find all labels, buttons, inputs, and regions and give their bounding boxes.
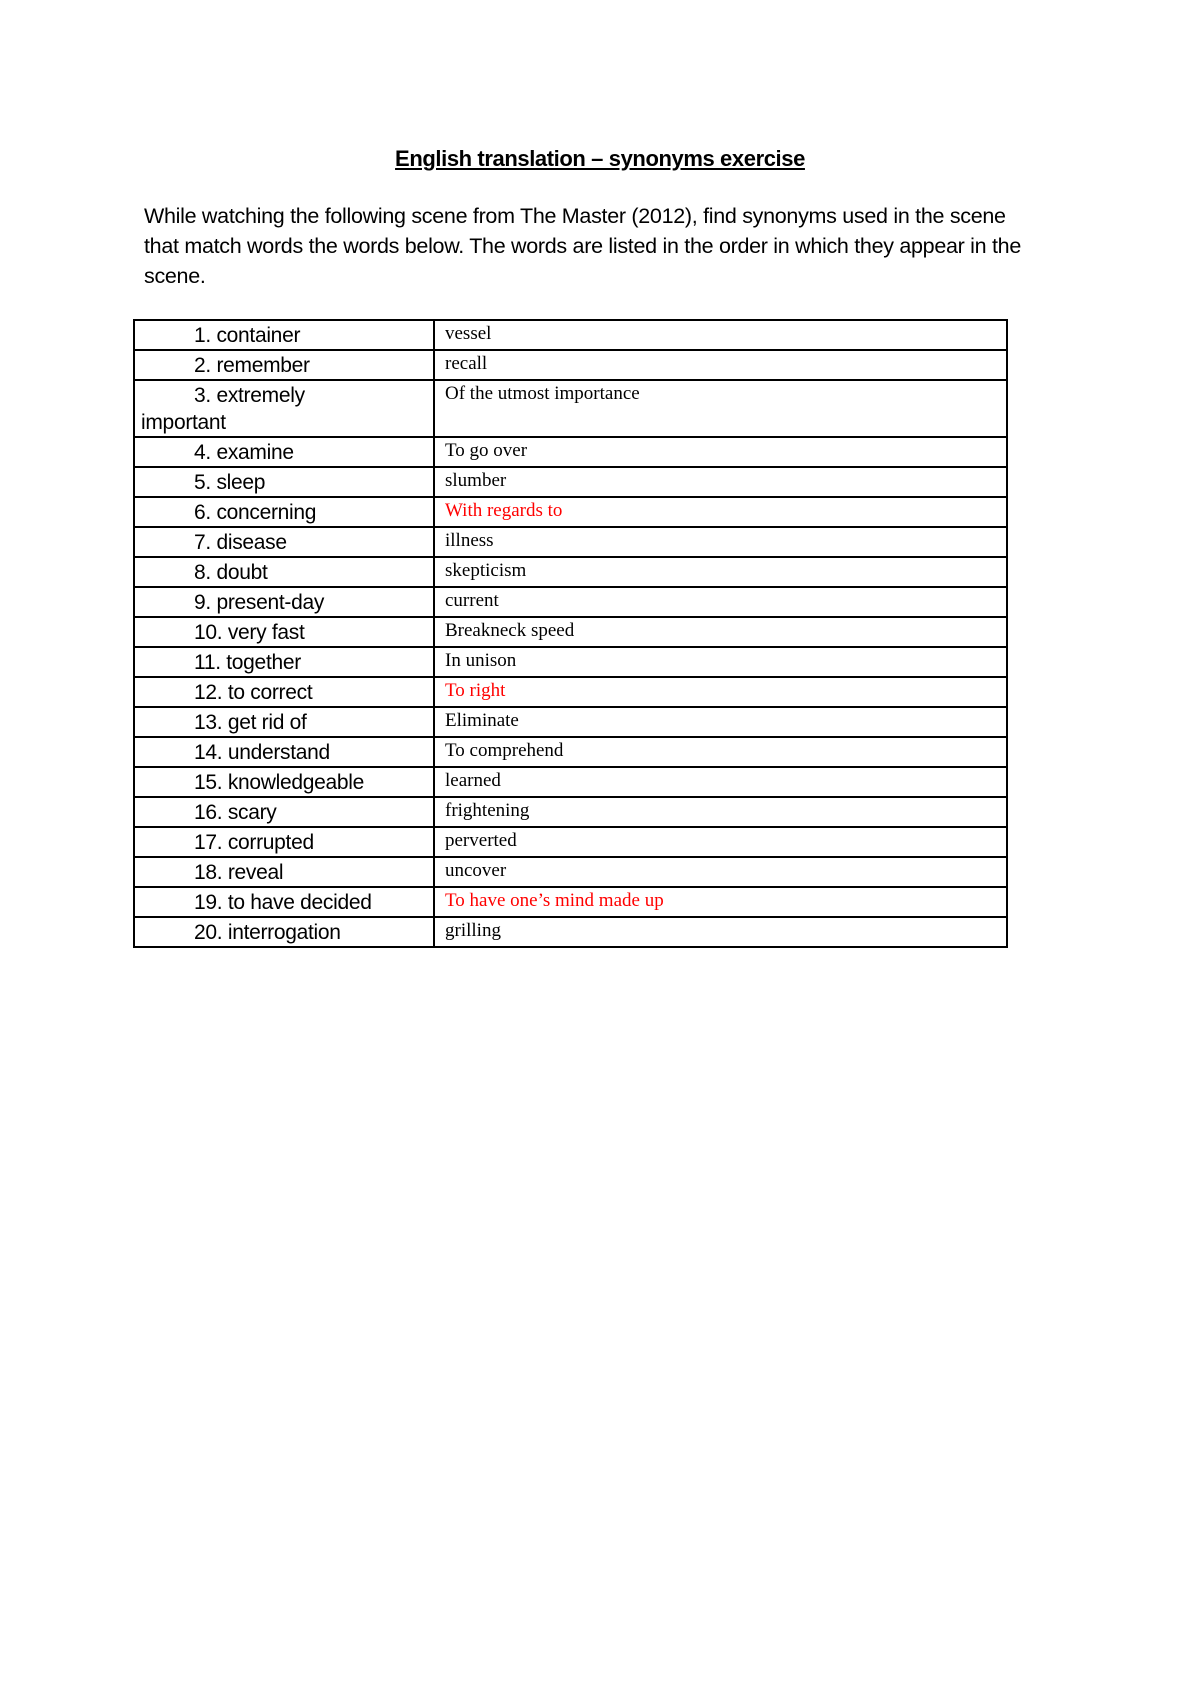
synonym-cell bbox=[434, 557, 1007, 587]
table-row bbox=[134, 797, 1007, 827]
synonym-cell bbox=[434, 707, 1007, 737]
synonym-cell bbox=[434, 827, 1007, 857]
synonym-text: uncover bbox=[445, 860, 507, 881]
word-text: 16. scary bbox=[194, 801, 277, 824]
table-row bbox=[134, 437, 1007, 467]
synonym-cell bbox=[434, 617, 1007, 647]
word-cell-content bbox=[135, 528, 433, 556]
table-row bbox=[134, 707, 1007, 737]
synonym-text: Breakneck speed bbox=[445, 620, 575, 641]
table-row bbox=[134, 497, 1007, 527]
word-cell-content bbox=[135, 618, 433, 646]
word-text: 11. together bbox=[194, 651, 301, 674]
word-text: 18. reveal bbox=[194, 861, 284, 884]
word-text: 7. disease bbox=[194, 531, 287, 554]
synonym-text: To go over bbox=[445, 440, 528, 461]
word-cell bbox=[134, 767, 434, 797]
word-text: 13. get rid of bbox=[194, 711, 307, 734]
word-cell bbox=[134, 887, 434, 917]
synonyms-table-body bbox=[134, 320, 1007, 947]
synonym-text: recall bbox=[445, 353, 488, 374]
word-cell-content bbox=[135, 858, 433, 886]
word-cell bbox=[134, 797, 434, 827]
synonym-cell bbox=[434, 320, 1007, 350]
word-cell bbox=[134, 617, 434, 647]
table-row bbox=[134, 887, 1007, 917]
word-cell bbox=[134, 827, 434, 857]
table-row bbox=[134, 320, 1007, 350]
word-cell bbox=[134, 320, 434, 350]
synonym-cell bbox=[434, 437, 1007, 467]
table-row bbox=[134, 737, 1007, 767]
synonym-cell bbox=[434, 527, 1007, 557]
word-cell-content bbox=[135, 798, 433, 826]
table-row bbox=[134, 350, 1007, 380]
synonym-cell bbox=[434, 677, 1007, 707]
word-text: 17. corrupted bbox=[194, 831, 314, 854]
synonym-text: grilling bbox=[445, 920, 501, 941]
word-cell-content bbox=[135, 351, 433, 379]
table-row bbox=[134, 857, 1007, 887]
word-cell-content bbox=[135, 708, 433, 736]
word-text: 20. interrogation bbox=[194, 921, 341, 944]
word-cell-content bbox=[135, 888, 433, 916]
word-cell bbox=[134, 527, 434, 557]
synonym-cell bbox=[434, 350, 1007, 380]
word-text: 2. remember bbox=[194, 354, 310, 377]
word-cell bbox=[134, 677, 434, 707]
synonym-cell bbox=[434, 917, 1007, 947]
word-cell-content bbox=[135, 498, 433, 526]
synonyms-table bbox=[133, 319, 1008, 948]
table-row bbox=[134, 677, 1007, 707]
word-cell-content bbox=[135, 588, 433, 616]
word-cell bbox=[134, 647, 434, 677]
synonym-text: With regards to bbox=[445, 500, 563, 521]
word-cell bbox=[134, 737, 434, 767]
word-cell-content bbox=[135, 768, 433, 796]
table-row bbox=[134, 917, 1007, 947]
table-row bbox=[134, 827, 1007, 857]
word-text: 14. understand bbox=[194, 741, 330, 764]
word-cell-content bbox=[135, 321, 433, 349]
word-cell bbox=[134, 587, 434, 617]
synonym-text: learned bbox=[445, 770, 501, 791]
instructions-paragraph: While watching the following scene from The Master (2012), find synonyms used in the scene that match words the words below. The words are listed in the order in which they appear in the scene. bbox=[144, 204, 1021, 288]
table-row bbox=[134, 380, 1007, 437]
word-text: 9. present-day bbox=[194, 591, 325, 614]
word-cell bbox=[134, 350, 434, 380]
word-text: 6. concerning bbox=[194, 501, 317, 524]
table-row bbox=[134, 557, 1007, 587]
word-cell bbox=[134, 437, 434, 467]
synonym-text: Of the utmost importance bbox=[445, 383, 640, 404]
synonym-cell bbox=[434, 887, 1007, 917]
synonym-cell bbox=[434, 857, 1007, 887]
synonym-text: vessel bbox=[445, 323, 492, 344]
table-row bbox=[134, 467, 1007, 497]
synonym-cell bbox=[434, 587, 1007, 617]
word-text: 10. very fast bbox=[194, 621, 305, 644]
synonym-cell bbox=[434, 797, 1007, 827]
word-text: 12. to correct bbox=[194, 681, 313, 704]
word-cell-content bbox=[135, 828, 433, 856]
synonym-cell bbox=[434, 737, 1007, 767]
table-row bbox=[134, 647, 1007, 677]
word-cell bbox=[134, 917, 434, 947]
word-cell bbox=[134, 857, 434, 887]
word-text: 8. doubt bbox=[194, 561, 268, 584]
word-text: 19. to have decided bbox=[194, 891, 372, 914]
table-row bbox=[134, 767, 1007, 797]
synonym-text: In unison bbox=[445, 650, 517, 671]
word-text: 1. container bbox=[194, 324, 301, 347]
word-cell-content bbox=[135, 558, 433, 586]
word-cell-content bbox=[135, 648, 433, 676]
word-cell-content bbox=[135, 468, 433, 496]
synonym-text: illness bbox=[445, 530, 494, 551]
synonym-cell bbox=[434, 467, 1007, 497]
word-cell bbox=[134, 467, 434, 497]
synonym-cell bbox=[434, 767, 1007, 797]
synonym-cell bbox=[434, 497, 1007, 527]
synonym-text: To comprehend bbox=[445, 740, 564, 761]
synonym-text: skepticism bbox=[445, 560, 527, 581]
word-cell bbox=[134, 557, 434, 587]
word-cell bbox=[134, 497, 434, 527]
synonym-text: frightening bbox=[445, 800, 530, 821]
word-text: 3. extremely bbox=[194, 384, 305, 407]
word-text: 4. examine bbox=[194, 441, 294, 464]
word-cell-content bbox=[135, 438, 433, 466]
word-cell-content bbox=[135, 918, 433, 946]
synonym-text: perverted bbox=[445, 830, 517, 851]
word-cell-content bbox=[135, 381, 433, 436]
synonym-text: To right bbox=[445, 680, 506, 701]
synonym-text: current bbox=[445, 590, 499, 611]
word-text-continued: important bbox=[141, 411, 226, 434]
table-row bbox=[134, 587, 1007, 617]
word-text: 15. knowledgeable bbox=[194, 771, 365, 794]
word-cell-content bbox=[135, 678, 433, 706]
table-row bbox=[134, 527, 1007, 557]
word-text: 5. sleep bbox=[194, 471, 266, 494]
word-cell bbox=[134, 380, 434, 437]
synonym-cell bbox=[434, 647, 1007, 677]
synonym-cell bbox=[434, 380, 1007, 437]
synonym-text: Eliminate bbox=[445, 710, 519, 731]
word-cell bbox=[134, 707, 434, 737]
synonym-text: To have one’s mind made up bbox=[445, 890, 664, 911]
word-cell-content bbox=[135, 738, 433, 766]
table-row bbox=[134, 617, 1007, 647]
document-title: English translation – synonyms exercise bbox=[395, 146, 805, 171]
synonym-text: slumber bbox=[445, 470, 507, 491]
